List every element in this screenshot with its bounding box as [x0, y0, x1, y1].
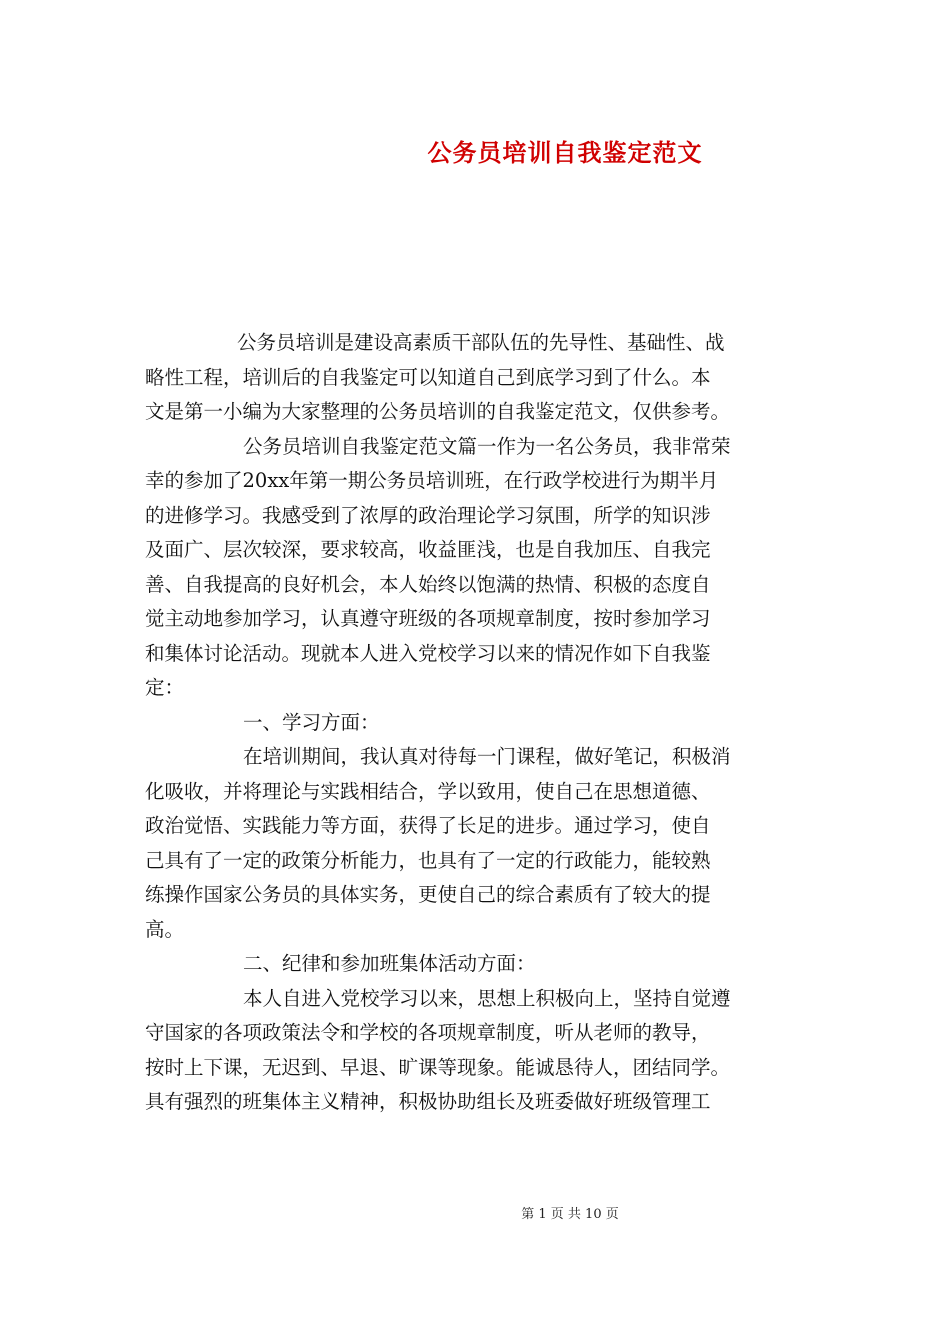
text-line: 己具有了一定的政策分析能力，也具有了一定的行政能力，能较熟: [145, 848, 711, 872]
text-line: 幸的参加了20xx年第一期公务员培训班，在行政学校进行为期半月: [145, 469, 719, 492]
text-line: 守国家的各项政策法令和学校的各项规章制度，听从老师的教导，: [145, 1021, 711, 1044]
page-footer: 第 1 页 共 10 页: [521, 1207, 619, 1222]
text-line: 练操作国家公务员的具体实务，更使自己的综合素质有了较大的提: [145, 883, 711, 906]
text-line: 定：: [145, 676, 185, 699]
text-line: 高。: [145, 917, 185, 941]
text-line: 化吸收，并将理论与实践相结合，学以致用，使自己在思想道德、: [145, 779, 711, 803]
text-line: 政治觉悟、实践能力等方面，获得了长足的进步。通过学习，使自: [145, 814, 711, 837]
text-line: 及面广、层次较深，要求较高，收益匪浅，也是自我加压、自我完: [145, 538, 711, 561]
text-line: 一、学习方面：: [243, 710, 380, 734]
text-line: 和集体讨论活动。现就本人进入党校学习以来的情况作如下自我鉴: [145, 641, 711, 665]
text-line: 的进修学习。我感受到了浓厚的政治理论学习氛围，所学的知识涉: [145, 503, 711, 527]
text-line: 在培训期间，我认真对待每一门课程，做好笔记，积极消: [243, 745, 731, 768]
text-line: 公务员培训是建设高素质干部队伍的先导性、基础性、战: [237, 331, 725, 354]
text-line: 本人自进入党校学习以来，思想上积极向上，坚持自觉遵: [243, 986, 731, 1010]
text-line: 善、自我提高的良好机会，本人始终以饱满的热情、积极的态度自: [145, 572, 711, 596]
text-line: 觉主动地参加学习，认真遵守班级的各项规章制度，按时参加学习: [145, 607, 711, 630]
text-line: 具有强烈的班集体主义精神，积极协助组长及班委做好班级管理工: [145, 1090, 711, 1113]
text-line: 按时上下课，无迟到、早退、旷课等现象。能诚恳待人，团结同学。: [145, 1055, 731, 1079]
text-line: 文是第一小编为大家整理的公务员培训的自我鉴定范文，仅供参考。: [145, 400, 731, 423]
document-title: 公务员培训自我鉴定范文: [427, 138, 703, 167]
text-line: 公务员培训自我鉴定范文篇一作为一名公务员，我非常荣: [243, 434, 731, 458]
text-line: 略性工程，培训后的自我鉴定可以知道自己到底学习到了什么。本: [145, 365, 711, 389]
document-body: [145, 326, 807, 1120]
text-line: 二、纪律和参加班集体活动方面：: [243, 952, 536, 975]
